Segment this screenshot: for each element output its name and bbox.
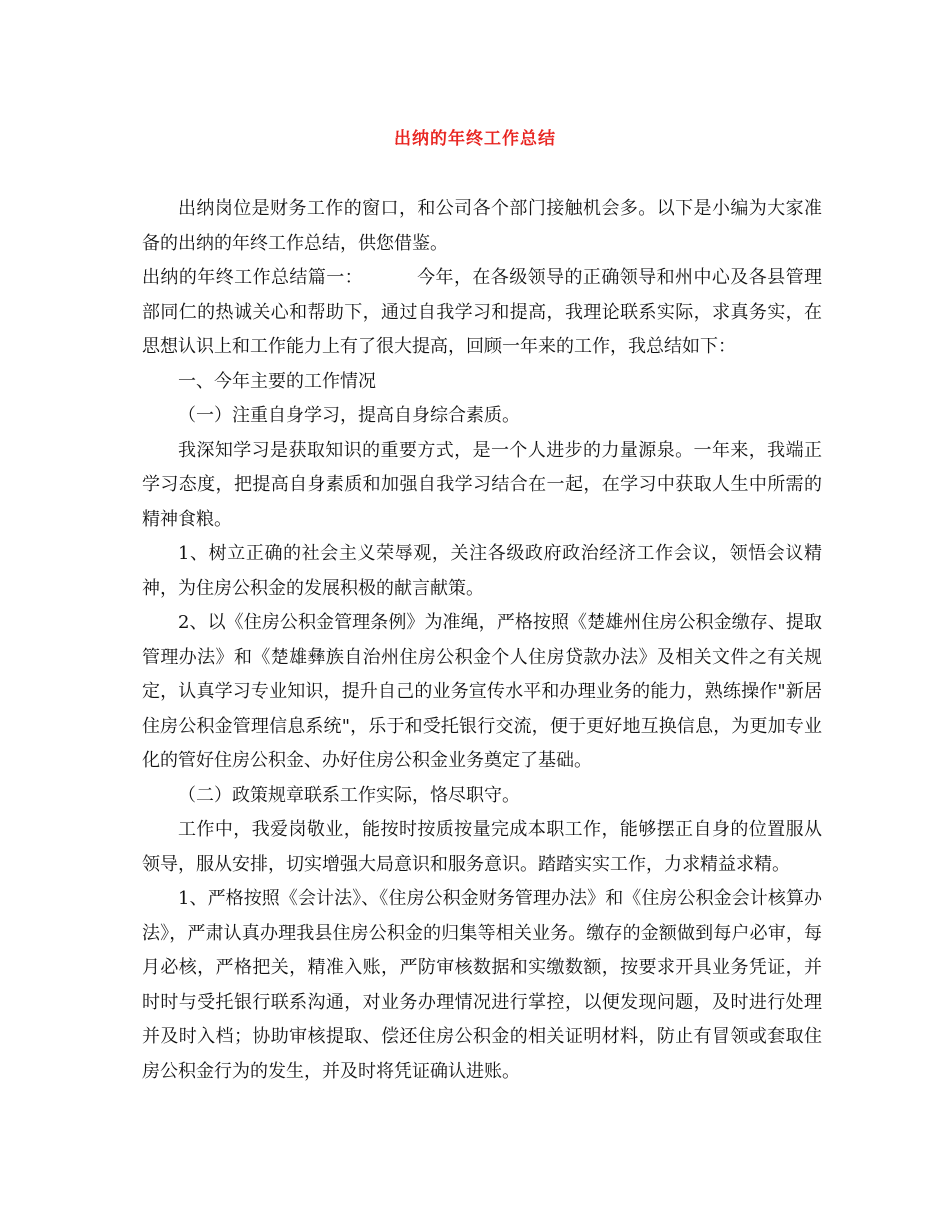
list-item: 2、以《住房公积金管理条例》为准绳，严格按照《楚雄州住房公积金缴存、提取管理办法》和《楚雄彝族自治州住房公积金个人住房贷款办法》及相关文件之有关规定，认真学习专业知识，提升自己的业务宣传水平和办理业务的能力，熟练操作"新居住房公积金管理信息系统"，乐于和受托银行交流，便于更好地互换信息，为更加专业化的管好住房公积金、办好住房公积金业务奠定了基础。 — [142, 612, 822, 771]
subsection-heading: （一）注重自身学习，提高自身综合素质。 — [178, 405, 520, 426]
document-body — [142, 192, 822, 1089]
section-label: 出纳的年终工作总结篇一： — [142, 267, 364, 288]
paragraph: 我深知学习是获取知识的重要方式，是一个人进步的力量源泉。一年来，我端正学习态度，把提高自身素质和加强自我学习结合在一起，在学习中获取人生中所需的精神食粮。 — [142, 439, 822, 530]
subsection-heading: （二）政策规章联系工作实际，恪尽职守。 — [178, 784, 520, 806]
list-item: 1、树立正确的社会主义荣辱观，关注各级政府政治经济工作会议，领悟会议精神，为住房公积金的发展积极的献言献策。 — [142, 543, 822, 599]
paragraph-text: 今年，在各级领导的正确领导和州中心及各县管理部同仁的热诚关心和帮助下，通过自我学习和提高，我理论联系实际，求真务实，在思想认识上和工作能力上有了很大提高，回顾一年来的工作，我总结如下： — [142, 267, 823, 357]
paragraph: 工作中，我爱岗敬业，能按时按质按量完成本职工作，能够摆正自身的位置服从领导，服从安排，切实增强大局意识和服务意识。踏踏实实工作，力求精益求精。 — [142, 819, 822, 875]
list-item: 1、严格按照《会计法》、《住房公积金财务管理办法》和《住房公积金会计核算办法》，严肃认真办理我县住房公积金的归集等相关业务。缴存的金额做到每户必审，每月必核，严格把关，精准入账，严防审核数据和实缴数额，按要求开具业务凭证，并时时与受托银行联系沟通，对业务办理情况进行掌控，以便发现问题，及时进行处理并及时入档；协助审核提取、偿还住房公积金的相关证明材料，防止有冒领或套取住房公积金行为的发生，并及时将凭证确认进账。 — [142, 888, 822, 1082]
section-heading: 一、今年主要的工作情况 — [178, 370, 376, 392]
paragraph: 出纳岗位是财务工作的窗口，和公司各个部门接触机会多。以下是小编为大家准备的出纳的年终工作总结，供您借鉴。 — [142, 198, 822, 254]
document-title: 出纳的年终工作总结 — [394, 129, 556, 149]
paragraph — [142, 261, 822, 365]
